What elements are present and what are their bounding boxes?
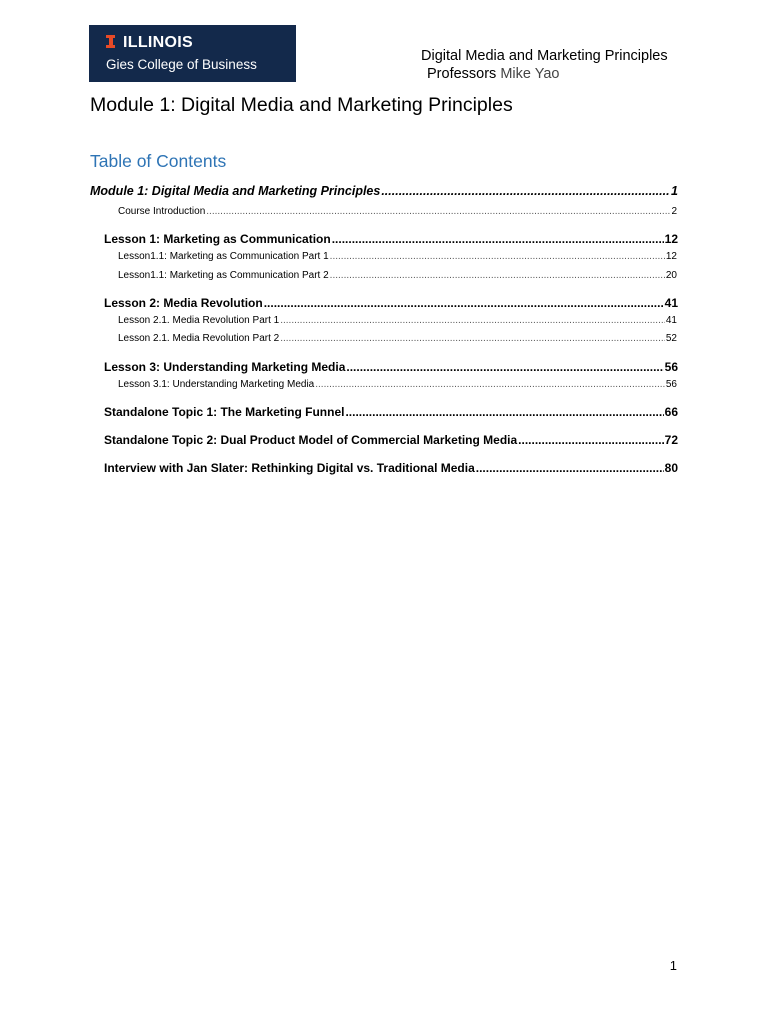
logo-wordmark [106, 34, 193, 52]
block-i-icon [106, 35, 115, 48]
toc-entry[interactable] [104, 360, 678, 374]
dot-leader [381, 184, 670, 198]
toc-entry-page: 12 [664, 232, 678, 246]
module-title: Module 1: Digital Media and Marketing Principles [90, 94, 513, 116]
professors-label: Professors [427, 66, 497, 82]
dot-leader [345, 405, 663, 419]
dot-leader [315, 379, 665, 390]
toc-entry[interactable] [104, 433, 678, 447]
toc-entry-page: 56 [665, 379, 677, 390]
toc-heading: Table of Contents [90, 151, 227, 171]
toc-entry-page: 66 [664, 405, 678, 419]
toc-entry[interactable] [118, 333, 677, 344]
dot-leader [330, 270, 665, 281]
dot-leader [518, 433, 663, 447]
toc-entry-label: Module 1: Digital Media and Marketing Principles [90, 184, 381, 198]
dot-leader [280, 333, 665, 344]
toc-entry[interactable] [90, 184, 678, 198]
toc-entry[interactable] [104, 461, 678, 475]
toc-entry-page: 1 [671, 184, 678, 198]
toc-entry-page: 20 [665, 270, 677, 281]
toc-entry-page: 2 [671, 206, 677, 217]
dot-leader [264, 296, 664, 310]
toc-entry-page: 41 [665, 315, 677, 326]
toc-entry-label: Standalone Topic 2: Dual Product Model of Commercial Marketing Media [104, 433, 518, 447]
header-professors [421, 65, 668, 83]
dot-leader [280, 315, 665, 326]
illinois-gies-logo [89, 25, 296, 82]
toc-entry-label: Lesson 1: Marketing as Communication [104, 232, 331, 246]
toc-entry-label: Lesson1.1: Marketing as Communication Part 1 [118, 251, 329, 262]
toc-entry-label: Lesson 2: Media Revolution [104, 296, 263, 310]
dot-leader [346, 360, 663, 374]
toc-entry[interactable] [104, 232, 678, 246]
toc-entry-label: Lesson 3: Understanding Marketing Media [104, 360, 346, 374]
toc-entry-page: 80 [664, 461, 678, 475]
page-header [421, 47, 668, 83]
toc-entry[interactable] [118, 251, 677, 262]
logo-line2-text: Gies College of Business [106, 57, 257, 72]
dot-leader [332, 232, 664, 246]
toc-entry[interactable] [118, 270, 677, 281]
toc-entry-page: 56 [664, 360, 678, 374]
toc-entry-label: Lesson 2.1. Media Revolution Part 2 [118, 333, 280, 344]
toc-entry-page: 52 [665, 333, 677, 344]
toc-entry-page: 72 [664, 433, 678, 447]
toc-entry-page: 41 [664, 296, 678, 310]
toc-entry-label: Lesson 3.1: Understanding Marketing Media [118, 379, 315, 390]
logo-line1-text: ILLINOIS [123, 34, 193, 51]
toc-entry[interactable] [118, 379, 677, 390]
toc-entry[interactable] [118, 206, 677, 217]
toc-entry[interactable] [104, 405, 678, 419]
toc-entry-page: 12 [665, 251, 677, 262]
toc-entry-label: Standalone Topic 1: The Marketing Funnel [104, 405, 345, 419]
dot-leader [206, 206, 670, 217]
toc-entry-label: Lesson1.1: Marketing as Communication Part 2 [118, 270, 329, 281]
toc-entry[interactable] [118, 315, 677, 326]
toc-entry-label: Course Introduction [118, 206, 206, 217]
page-number: 1 [669, 958, 677, 973]
header-course-title: Digital Media and Marketing Principles [421, 48, 668, 64]
toc-entry-label: Lesson 2.1. Media Revolution Part 1 [118, 315, 280, 326]
dot-leader [330, 251, 665, 262]
toc-entry-label: Interview with Jan Slater: Rethinking Digital vs. Traditional Media [104, 461, 475, 475]
dot-leader [476, 461, 664, 475]
professors-name: Mike Yao [500, 66, 560, 82]
toc-entry[interactable] [104, 296, 678, 310]
